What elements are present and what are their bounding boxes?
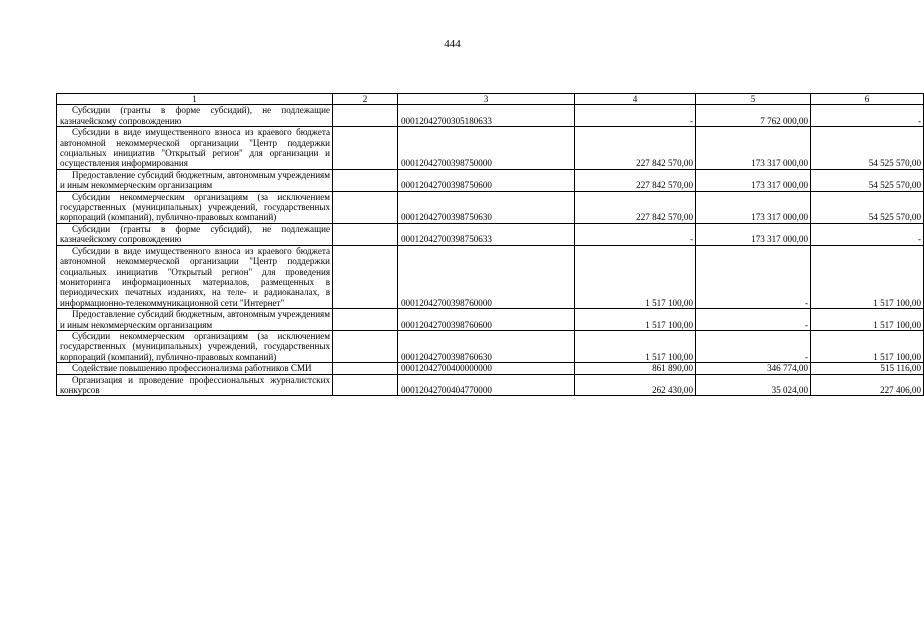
budget-table: [56, 93, 924, 396]
row-col2: [333, 191, 398, 223]
row-value-6: -: [811, 105, 924, 127]
column-header: 3: [398, 94, 575, 105]
row-name: Субсидии в виде имущественного взноса из краевого бюджета автономной некоммерческой организации "Центр поддержки социальных инициатив "Открытый регион" для организации и осуществления информирования: [57, 127, 333, 170]
row-code: 00012042700398750000: [398, 127, 575, 170]
table-row: [57, 105, 924, 127]
row-col2: [333, 363, 398, 374]
row-code: 00012042700404770000: [398, 374, 575, 396]
row-col2: [333, 374, 398, 396]
row-value-6: 227 406,00: [811, 374, 924, 396]
row-value-5: 173 317 000,00: [696, 191, 811, 223]
row-code: 00012042700398750633: [398, 223, 575, 245]
row-value-4: 1 517 100,00: [575, 309, 696, 331]
row-value-4: 1 517 100,00: [575, 330, 696, 362]
row-value-5: 173 317 000,00: [696, 169, 811, 191]
row-name: Предоставление субсидий бюджетным, автономным учреждениям и иным некоммерческим организациям: [57, 309, 333, 331]
row-name: Субсидии (гранты в форме субсидий), не подлежащие казначейскому сопровождению: [57, 223, 333, 245]
row-value-6: -: [811, 223, 924, 245]
row-value-6: 1 517 100,00: [811, 309, 924, 331]
row-code: 00012042700305180633: [398, 105, 575, 127]
row-value-6: 1 517 100,00: [811, 330, 924, 362]
row-value-5: -: [696, 309, 811, 331]
row-value-6: 54 525 570,00: [811, 191, 924, 223]
row-value-6: 54 525 570,00: [811, 169, 924, 191]
row-value-4: 861 890,00: [575, 363, 696, 374]
row-name: Содействие повышению профессионализма работников СМИ: [57, 363, 333, 374]
row-col2: [333, 105, 398, 127]
row-value-5: 7 762 000,00: [696, 105, 811, 127]
row-value-4: 1 517 100,00: [575, 245, 696, 308]
table-row: [57, 191, 924, 223]
column-header: 4: [575, 94, 696, 105]
row-code: 00012042700398750600: [398, 169, 575, 191]
table-row: [57, 223, 924, 245]
row-value-6: 54 525 570,00: [811, 127, 924, 170]
row-value-4: 227 842 570,00: [575, 127, 696, 170]
row-name: Организация и проведение профессиональных журналистских конкурсов: [57, 374, 333, 396]
row-name: Субсидии (гранты в форме субсидий), не подлежащие казначейскому сопровождению: [57, 105, 333, 127]
table-row: [57, 245, 924, 308]
row-value-5: -: [696, 330, 811, 362]
table-row: [57, 374, 924, 396]
row-col2: [333, 223, 398, 245]
row-value-5: -: [696, 245, 811, 308]
row-value-4: -: [575, 105, 696, 127]
row-col2: [333, 330, 398, 362]
row-col2: [333, 127, 398, 170]
table-row: [57, 363, 924, 374]
table-row: [57, 127, 924, 170]
row-value-4: -: [575, 223, 696, 245]
row-name: Субсидии некоммерческим организациям (за исключением государственных (муниципальных) учреждений, государственных корпораций (компаний), публично-правовых компаний): [57, 191, 333, 223]
column-header: 6: [811, 94, 924, 105]
row-value-4: 262 430,00: [575, 374, 696, 396]
row-value-5: 346 774,00: [696, 363, 811, 374]
row-col2: [333, 245, 398, 308]
row-name: Предоставление субсидий бюджетным, автономным учреждениям и иным некоммерческим организациям: [57, 169, 333, 191]
row-name: Субсидии в виде имущественного взноса из краевого бюджета автономной некоммерческой организации "Центр поддержки социальных инициатив "Открытый регион" для проведения мониторинга информационных материалов, размещенных в периодических печатных изданиях, на теле- и радиоканалах, в информационно-телекоммуникационной сети "Интернет": [57, 245, 333, 308]
row-code: 00012042700398750630: [398, 191, 575, 223]
row-value-5: 173 317 000,00: [696, 223, 811, 245]
row-code: 00012042700398760630: [398, 330, 575, 362]
row-value-6: 1 517 100,00: [811, 245, 924, 308]
row-code: 00012042700398760600: [398, 309, 575, 331]
column-header: 5: [696, 94, 811, 105]
table-row: [57, 169, 924, 191]
column-header: 2: [333, 94, 398, 105]
row-code: 00012042700398760000: [398, 245, 575, 308]
column-header: 1: [57, 94, 333, 105]
row-value-5: 173 317 000,00: [696, 127, 811, 170]
row-value-6: 515 116,00: [811, 363, 924, 374]
table-row: [57, 309, 924, 331]
row-code: 00012042700400000000: [398, 363, 575, 374]
row-col2: [333, 169, 398, 191]
table-row: [57, 330, 924, 362]
table-header-row: [57, 94, 924, 105]
row-value-5: 35 024,00: [696, 374, 811, 396]
row-value-4: 227 842 570,00: [575, 169, 696, 191]
row-value-4: 227 842 570,00: [575, 191, 696, 223]
page-number: 444: [444, 38, 461, 50]
row-name: Субсидии некоммерческим организациям (за исключением государственных (муниципальных) учреждений, государственных корпораций (компаний), публично-правовых компаний): [57, 330, 333, 362]
row-col2: [333, 309, 398, 331]
